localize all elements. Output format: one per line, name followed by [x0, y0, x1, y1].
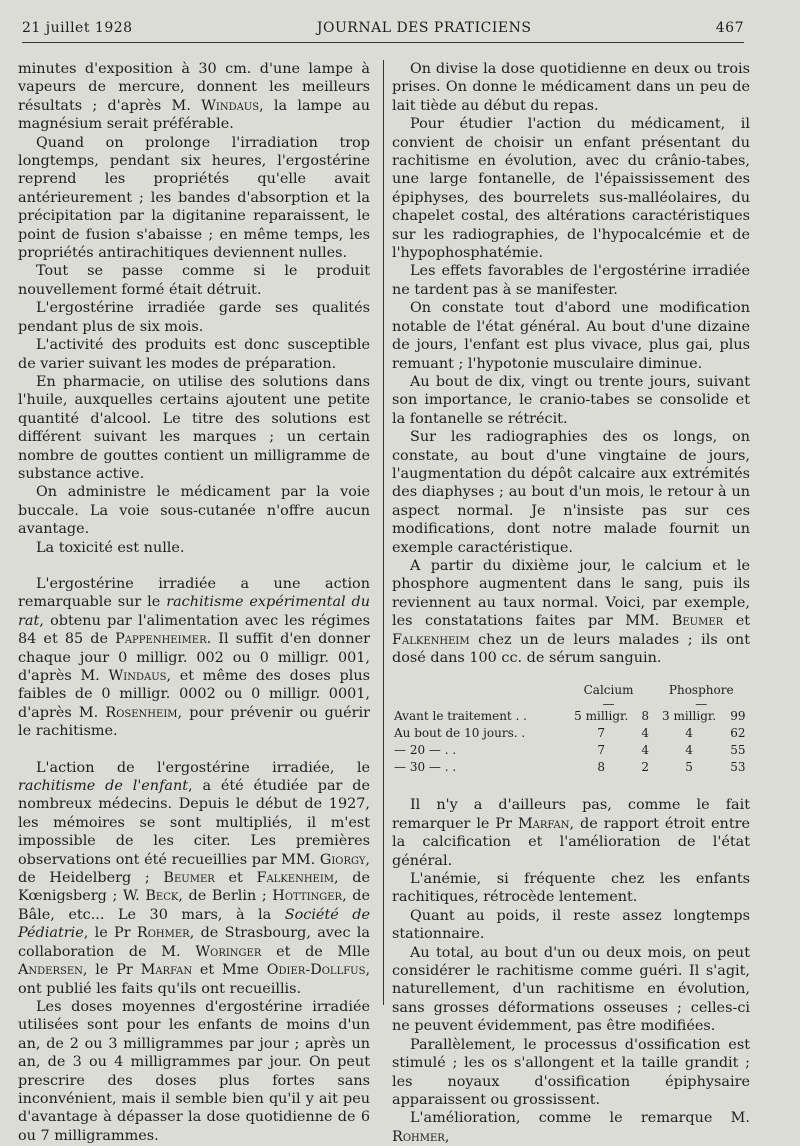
table-cell-ph-b: 53 [730, 760, 746, 775]
paragraph: L'ergostérine irradiée garde ses qualités pendant plus de six mois. [18, 300, 370, 335]
paragraph: Au total, au bout d'un ou deux mois, on peut considérer le rachitisme comme guéri. Il s'agit, naturellement, d'un rachitisme en évolution, sans grosses déformations osseuses ; celles-ci ne peuvent évidemment, pas être modifiées. [392, 944, 750, 1035]
running-header [22, 20, 744, 42]
header-rule [22, 42, 744, 43]
paragraph: Parallèlement, le processus d'ossification est stimulé ; les os s'allongent et la taille grandit ; les noyaux d'ossification épiphysaire apparaissent ou grossissent. [392, 1036, 750, 1108]
paragraph: L'action de l'ergostérine irradiée, le rachitisme de l'enfant, a été étudiée par de nombreux médecins. Depuis le début de 1927, les mémoires se sont multipliés, il m'est impossible de les citer. Les premières observations ont été recueillies par MM. Giorgy, de Heidelberg ; Beumer et Falkenheim, de Kœnigsberg ; W. Beck, de Berlin ; Hottinger, de Bâle, etc... Le 30 mars, à la Société de Pédiatrie, le Pr Rohmer, de Strasbourg, avec la collaboration de M. Woringer et de Mlle Andersen, le Pr Marfan et Mme Odier-Dollfus, ont publié les faits qu'ils ont recueillis. [18, 759, 371, 997]
table-row [392, 708, 750, 725]
table-cell-label: Avant le traitement . . [394, 709, 527, 724]
table-cell-label: — 30 — . . [394, 760, 457, 775]
table-cell-ca-a: 7 [597, 726, 606, 741]
table-cell-ca-a: 5 milligr. [574, 709, 629, 724]
table-cell-ph-b: 62 [730, 726, 746, 741]
table-cell-ph-a: 4 [685, 726, 693, 741]
paragraph: Les doses moyennes d'ergostérine irradiée utilisées sont pour les enfants de moins d'un an, de 2 ou 3 milligrammes par jour ; après un an, de 3 ou 4 milligrammes par jour. On peut prescrire des doses plus fortes sans inconvénient, mais il semble bien qu'il y ait peu d'avantage à dépasser la dose quotidienne de 6 ou 7 milligrammes. [18, 998, 370, 1144]
left-column [18, 60, 370, 1145]
table-cell-ca-b: 2 [641, 760, 649, 775]
table-row [392, 742, 750, 759]
table-cell-ca-b: 4 [641, 726, 649, 741]
header-phosphore: Phosphore [668, 683, 734, 698]
table-cell-ph-b: 55 [730, 743, 746, 758]
table-cell-ph-a: 4 [685, 743, 693, 758]
table-cell-label: Au bout de 10 jours. . [394, 726, 526, 741]
paragraph: La toxicité est nulle. [36, 539, 185, 556]
table-row [392, 759, 750, 776]
paragraph: Tout se passe comme si le produit nouvellement formé était détruit. [18, 263, 370, 298]
paragraph: Quant au poids, il reste assez longtemps stationnaire. [392, 907, 750, 943]
header-calcium: Calcium [583, 683, 634, 698]
paragraph: L'ergostérine irradiée a une action remarquable sur le rachitisme expérimental du rat, obtenu par l'alimentation avec les régimes 84 et 85 de Pappenheimer. Il suffit d'en donner chaque jour 0 milligr. 002 ou 0 milligr. 001, d'après M. Windaus, et même des doses plus faibles de 0 milligr. 0002 ou 0 milligr. 0001, d'après M. Rosenheim, pour prévenir ou guérir le rachitisme. [18, 575, 370, 740]
serum-data-table: Calcium Phosphore — — Avant le traitement . . 5 milligr. 8 3 milligr. 99 Au bout de 10 jours. . 7 4 4 62 — 20 — . . 7 4 4 55 — 30 — . . 8 2 5 53 [392, 681, 750, 776]
header-journal-title: JOURNAL DES PRATICIENS [316, 20, 532, 36]
table-cell-ca-b: 8 [641, 709, 649, 724]
paragraph: En pharmacie, on utilise des solutions dans l'huile, auxquelles certains ajoutent une petite quantité d'alcool. Le titre des solutions est différent suivant les marques ; un certain nombre de gouttes contient un milligramme de substance active. [18, 373, 370, 482]
paragraph: Quand on prolonge l'irradiation trop longtemps, pendant six heures, l'ergostérine reprend les propriétés qu'elle avait antérieurement ; les bandes d'absorption et la précipitation par la digitanine reparaissent, le point de fusion s'abaisse ; en même temps, les propriétés antirachitiques deviennent nulles. [18, 134, 370, 262]
paragraph: L'anémie, si fréquente chez les enfants rachitiques, rétrocède lentement. [392, 871, 750, 906]
paragraph: A partir du dixième jour, le calcium et le phosphore augmentent dans le sang, puis ils reviennent au taux normal. Voici, par exemple, les constatations faites par MM. Beumer et Falkenheim chez un de leurs malades ; ils ont dosé dans 100 cc. de sérum sanguin. [392, 557, 751, 666]
paragraph: L'activité des produits est donc susceptible de varier suivant les modes de préparation. [18, 337, 370, 372]
header-date: 21 juillet 1928 [22, 20, 133, 36]
right-column [392, 60, 750, 1146]
paragraph: On administre le médicament par la voie buccale. La voie sous-cutanée n'offre aucun avantage. [18, 484, 370, 538]
table-cell-ph-a: 5 [685, 760, 693, 775]
table-cell-ca-a: 7 [597, 743, 606, 758]
table-cell-ca-a: 8 [597, 760, 606, 775]
paragraph: Les effets favorables de l'ergostérine irradiée ne tardent pas à se manifester. [392, 263, 750, 298]
paragraph: L'amélioration, comme le remarque M. Rohmer, [392, 1110, 750, 1145]
table-cell-ca-b: 4 [641, 743, 649, 758]
paragraph: Pour étudier l'action du médicament, il convient de choisir un enfant présentant du rachitisme en évolution, avec du crânio-tabes, une large fontanelle, de l'épaississement des épiphyses, des bourrelets sus-malléolaires, du chapelet costal, des altérations caractéristiques sur les radiographies, de l'hypocalcémie et de l'hypophosphatémie. [392, 116, 750, 262]
table-cell-label: — 20 — . . [394, 743, 457, 758]
paragraph: On constate tout d'abord une modification notable de l'état général. Au bout d'une dizaine de jours, l'enfant est plus vivace, plus gai, plus remuant ; l'hypotonie musculaire diminue. [392, 300, 750, 372]
paragraph: Il n'y a d'ailleurs pas, comme le fait remarquer le Pr Marfan, de rapport étroit entre la calcification et l'amélioration de l'état général. [392, 797, 751, 869]
column-separator [383, 60, 384, 1005]
paragraph: Au bout de dix, vingt ou trente jours, suivant son importance, le cranio-tabes se consolide et la fontanelle se rétrécit. [392, 373, 750, 427]
table-row [392, 725, 750, 742]
paragraph: minutes d'exposition à 30 cm. d'une lampe à vapeurs de mercure, donnent les meilleurs résultats ; d'après M. Windaus, la lampe au magnésium serait préférable. [18, 61, 370, 133]
paragraph: Sur les radiographies des os longs, on constate, au bout d'une vingtaine de jours, l'augmentation du dépôt calcaire aux extrémités des diaphyses ; au bout d'un mois, le retour à un aspect normal. Je n'insiste pas sur ces modifications, dont notre malade fournit un exemple caractéristique. [392, 429, 750, 556]
table-cell-ph-b: 99 [730, 709, 746, 724]
header-page-number: 467 [715, 20, 744, 36]
paragraph: On divise la dose quotidienne en deux ou trois prises. On donne le médicament dans un peu de lait tiède au début du repas. [392, 61, 750, 114]
table-cell-ph-a: 3 milligr. [662, 709, 717, 724]
